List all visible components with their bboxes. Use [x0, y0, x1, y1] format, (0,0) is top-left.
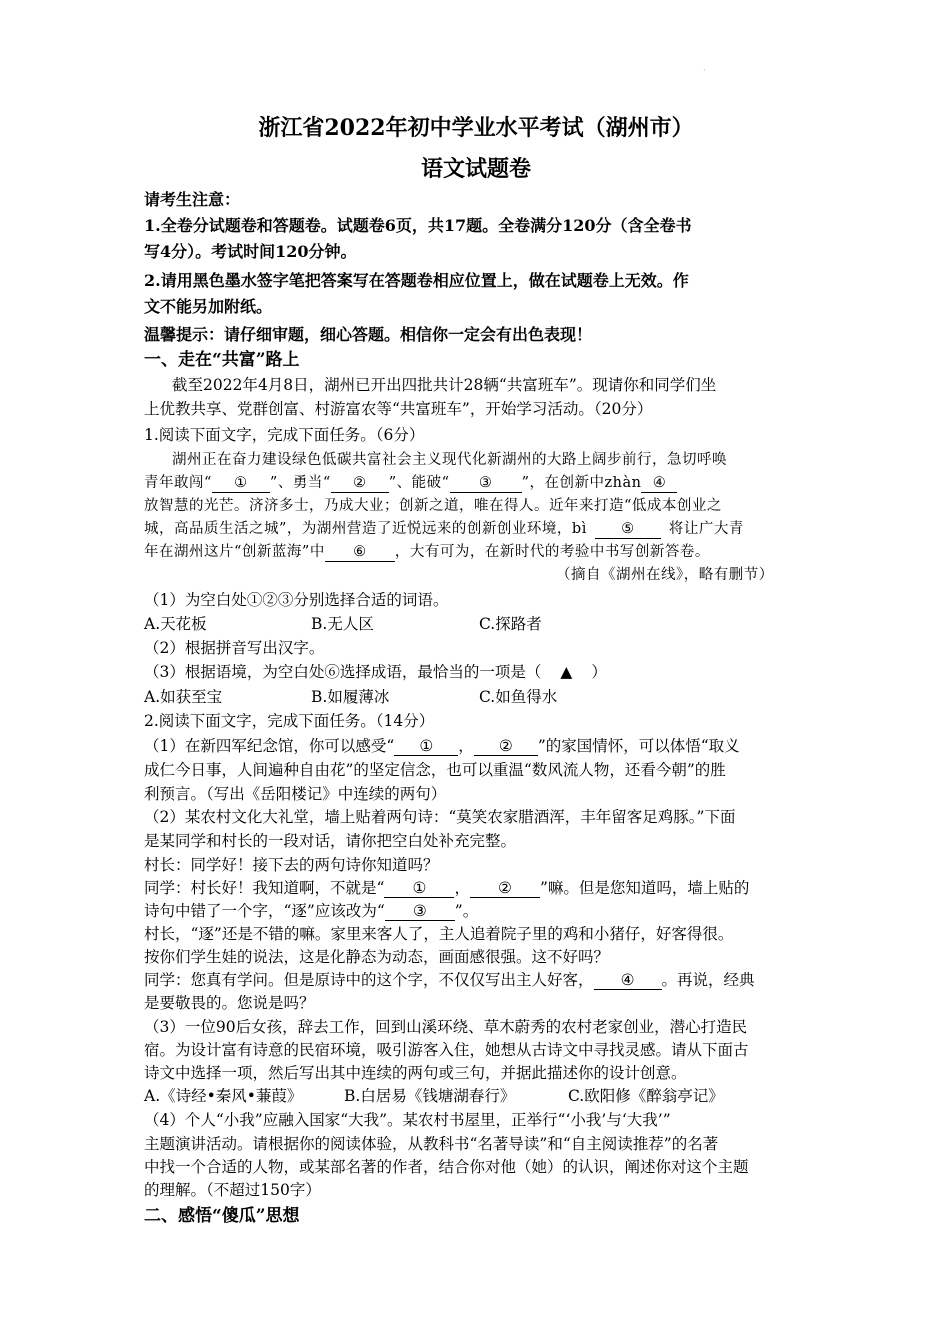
answer-marker: ▲ [560, 663, 573, 681]
q2-sub4-line-2: 主题演讲活动。请根据你的阅读体验，从教科书“名著导读”和“自主阅读推荐”的名著 [144, 1135, 719, 1153]
passage-line-2: 青年敢闯“ ① ”、勇当“ ② ”、能破“ ③ ”，在创新中zhàn ④ [144, 472, 677, 494]
q2-sub2-blank-3: ③ [385, 902, 455, 921]
dialogue-2: 同学：村长好！我知道啊，不就是“ ① ， ② ”嘛。但是您知道吗，墙上贴的 [144, 879, 750, 897]
q2-sub4-line-1: （4）个人“小我”应融入国家“大我”。某农村书屋里，正举行“‘小我’与‘大我’” [144, 1111, 671, 1129]
passage-line-4: 城，高品质生活之城”，为湖州营造了近悦远来的创新创业环境，bì ⑤ 将让广大青 [144, 521, 744, 537]
exam-subtitle: 语文试题卷 [420, 156, 531, 182]
q2-sub3-option-c: C.欧阳修《醉翁亭记》 [568, 1087, 724, 1105]
blank-6: ⑥ [325, 543, 395, 562]
q1-sub3-option-c: C.如鱼得水 [479, 688, 558, 706]
blank-1: ① [212, 474, 270, 493]
notice-item-1-cont: 写4分）。考试时间120分钟。 [144, 242, 357, 261]
question-2-prompt: 2.阅读下面文字，完成下面任务。（14分） [144, 712, 435, 730]
passage-source: （摘自《湖州在线》，略有删节） [556, 567, 774, 583]
q2-sub1-line-2: 成仁今日事，人间遍种自由花”的坚定信念，也可以重温“数风流人物，还看今朝”的胜 [144, 761, 726, 779]
notice-item-2: 2.请用黑色墨水签字笔把答案写在答题卷相应位置上，做在试题卷上无效。作 [144, 271, 689, 290]
q2-sub4-line-4: 的理解。（不超过150字） [144, 1181, 321, 1199]
q1-sub-2: （2）根据拼音写出汉字。 [144, 639, 325, 657]
dialogue-1: 村长：同学好！接下去的两句诗你知道吗？ [144, 856, 439, 874]
q1-sub1-option-c: C.探路者 [479, 615, 542, 633]
q2-sub2-blank-1: ① [384, 879, 454, 898]
blank-4: ④ [641, 474, 677, 493]
section-1-intro-cont: 上优教共享、党群创富、村游富农等“共富班车”，开始学习活动。（20分） [144, 400, 653, 418]
q2-sub3-line-1: （3）一位90后女孩，辞去工作，回到山溪环绕、草木蔚秀的农村老家创业，潜心打造民 [144, 1018, 748, 1036]
section-1-intro: 截至2022年4月8日，湖州已开出四批共计28辆“共富班车”。现请你和同学们坐 [172, 376, 717, 394]
q2-sub4-line-3: 中找一个合适的人物，或某部名著的作者，结合你对他（她）的认识，阐述你对这个主题 [144, 1158, 749, 1176]
q2-sub2-blank-4: ④ [594, 971, 662, 990]
q1-sub3-option-a: A.如获至宝 [144, 688, 223, 706]
q2-sub3-option-a: A.《诗经•秦风•蒹葭》 [144, 1087, 303, 1105]
warm-tip: 温馨提示：请仔细审题，细心答题。相信你一定会有出色表现！ [144, 325, 593, 344]
q2-sub2-line-2: 是某同学和村长的一段对话，请你把空白处补充完整。 [144, 832, 517, 850]
dialogue-5: 同学：您真有学问。但是原诗中的这个字，不仅仅写出主人好客， ④ 。再说，经典 [144, 971, 755, 989]
pinyin-bi: bì [571, 521, 587, 537]
passage-line-1: 湖州正在奋力建设绿色低碳共富社会主义现代化新湖州的大路上阔步前行，急切呼唤 [172, 452, 727, 468]
q2-sub3-option-b: B.白居易《钱塘湖春行》 [344, 1087, 516, 1105]
notice-item-1: 1.全卷分试题卷和答题卷。试题卷6页，共17题。全卷满分120分（含全卷书 [144, 216, 692, 235]
q1-sub3-option-b: B.如履薄冰 [311, 688, 390, 706]
q1-sub1-option-a: A.天花板 [144, 615, 207, 633]
corner-mark: · [703, 66, 706, 75]
dialogue-5-cont: 是要敬畏的。您说是吗？ [144, 994, 315, 1012]
pinyin-zhan: zhàn [604, 475, 642, 491]
q2-sub2-blank-2: ② [470, 879, 540, 898]
q2-sub2-line-1: （2）某农村文化大礼堂，墙上贴着两句诗：“莫笑农家腊酒浑，丰年留客足鸡豚。”下面 [144, 808, 736, 826]
passage-line-3: 放智慧的光芒。济济多士，乃成大业；创新之道，唯在得人。近年来打造“低成本创业之 [144, 498, 722, 514]
dialogue-3: 诗句中错了一个字，“逐”应该改为“ ③ ”。 [144, 902, 479, 920]
section-1-heading: 一、走在“共富”路上 [144, 350, 300, 370]
notice-item-2-cont: 文不能另加附纸。 [144, 297, 273, 316]
q2-sub3-line-3: 诗文中选择一项，然后写出其中连续的两句或三句，并据此描述你的设计创意。 [144, 1064, 687, 1082]
section-2-heading: 二、感悟“傻瓜”思想 [144, 1206, 300, 1226]
passage-line-5: 年在湖州这片“创新蓝海”中 ⑥ ，大有可为，在新时代的考验中书写创新答卷。 [144, 544, 710, 560]
q2-sub1-blank-1: ① [394, 737, 458, 756]
q2-sub3-line-2: 宿。为设计富有诗意的民宿环境，吸引游客入住，她想从古诗文中寻找灵感。请从下面古 [144, 1041, 749, 1059]
dialogue-4: 村长，“逐”还是不错的嘛。家里来客人了，主人追着院子里的鸡和小猪仔，好客得很。 [144, 925, 734, 943]
q1-sub-1: （1）为空白处①②③分别选择合适的词语。 [144, 591, 449, 609]
q2-sub1-line-1: （1）在新四军纪念馆，你可以感受“ ① ， ② ”的家国情怀，可以体悟“取义 [144, 737, 740, 755]
q2-sub1-blank-2: ② [474, 737, 538, 756]
blank-3: ③ [450, 474, 522, 493]
exam-title: 浙江省2022年初中学业水平考试（湖州市） [258, 115, 694, 141]
q2-sub1-line-3: 利预言。（写出《岳阳楼记》中连续的两句） [144, 785, 447, 803]
blank-2: ② [331, 474, 389, 493]
notice-heading: 请考生注意： [144, 190, 241, 209]
blank-5: ⑤ [595, 520, 661, 539]
dialogue-4-cont: 按你们学生娃的说法，这是化静态为动态，画面感很强。这不好吗？ [144, 948, 610, 966]
question-1-prompt: 1.阅读下面文字，完成下面任务。（6分） [144, 426, 425, 444]
q1-sub-3: （3）根据语境，为空白处⑥选择成语，最恰当的一项是（ ▲ ） [144, 663, 607, 681]
q1-sub1-option-b: B.无人区 [311, 615, 374, 633]
